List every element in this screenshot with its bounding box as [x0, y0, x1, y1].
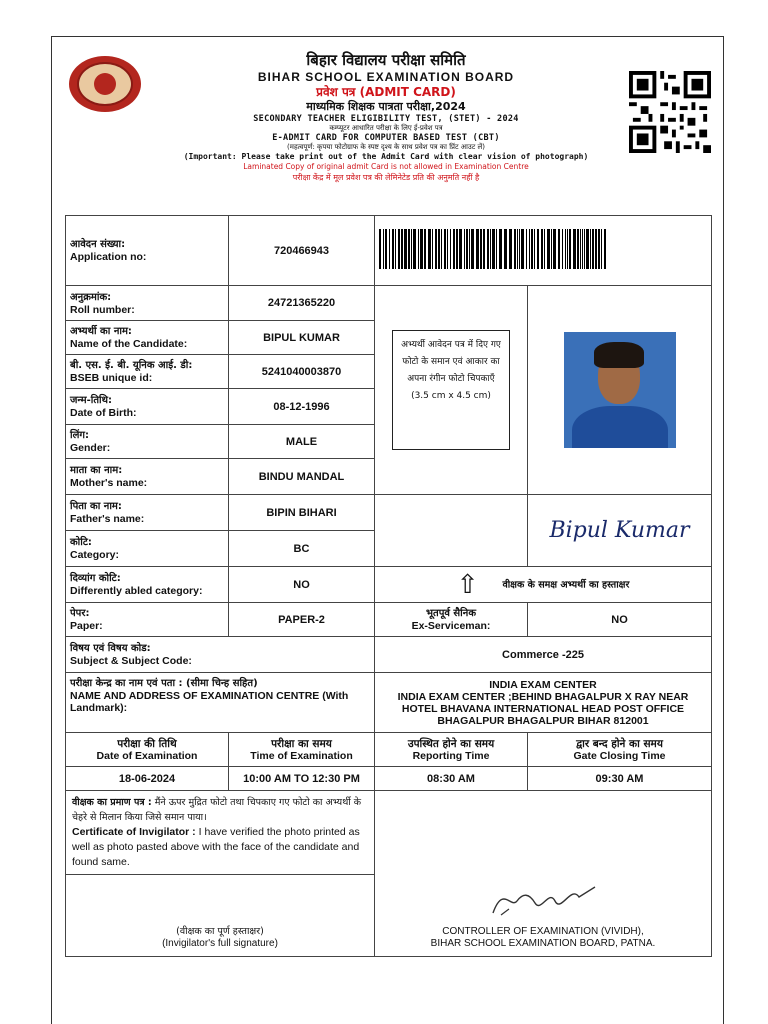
board-title-hindi: बिहार विद्यालय परीक्षा समिति [306, 51, 466, 69]
centre-name: INDIA EXAM CENTER [489, 678, 597, 691]
row-roll-number [66, 286, 712, 321]
bseb-logo [69, 56, 141, 112]
photo-instruction-cell [375, 286, 528, 495]
signature-caption: वीक्षक के समक्ष अभ्यर्थी का हस्ताक्षर [502, 579, 630, 590]
father-name-label: Father's name: [70, 513, 145, 525]
diff-abled-label: Differently abled category: [70, 585, 203, 597]
ex-serviceman-label-hi: भूतपूर्व सैनिक [425, 608, 477, 619]
invigilator-sig-hi: (वीक्षक का पूर्ण हस्ताक्षर) [176, 926, 264, 937]
row-diff-abled [66, 567, 712, 603]
important-note-english: (Important: Please take print out of the Admit Card with clear vision of photograph) [183, 152, 589, 161]
mother-name-label-hi: माता का नाम: [70, 465, 123, 476]
qr-code-icon [629, 70, 711, 154]
roll-number-value: 24721365220 [229, 286, 375, 321]
row-certificate [66, 791, 712, 875]
certificate-label-hi: वीक्षक का प्रमाण पत्र : [72, 797, 152, 808]
photo-paste-box [392, 330, 510, 450]
dob-label-hi: जन्म-तिथि: [70, 395, 112, 406]
category-label-hi: कोटि: [70, 537, 92, 548]
father-name-label-hi: पिता का नाम: [70, 501, 122, 512]
exam-time-header: Time of Examination [250, 749, 353, 762]
gender-label: Gender: [70, 442, 111, 454]
application-no-label-hi: आवेदन संख्या: [70, 239, 126, 250]
bseb-id-label-hi: बी. एस. ई. बी. यूनिक आई. डी: [70, 360, 193, 371]
admit-card-table [65, 215, 712, 957]
application-no-label: Application no: [70, 251, 147, 263]
invigilator-sig-en: (Invigilator's full signature) [162, 938, 278, 949]
row-application-no [66, 216, 712, 286]
candidate-photo-cell [528, 286, 712, 495]
photo-size-text: (3.5 cm x 4.5 cm) [411, 391, 491, 401]
certificate-text: I have verified the photo printed as well as photo pasted above with the face of the candidate and found same. [72, 826, 360, 868]
controller-signature-cell [375, 791, 712, 957]
centre-label: NAME AND ADDRESS OF EXAMINATION CENTRE (With Landmark): [70, 690, 349, 714]
roll-number-label: Roll number: [70, 303, 135, 316]
paper-label-hi: पेपर: [70, 608, 90, 619]
row-subject [66, 637, 712, 673]
mother-name-label: Mother's name: [70, 477, 148, 489]
candidate-signature: Bipul Kumar [528, 495, 712, 567]
exam-date-header-hi: परीक्षा की तिथि [117, 737, 177, 750]
board-title-english: BIHAR SCHOOL EXAMINATION BOARD [257, 70, 515, 84]
admit-card-label: प्रवेश पत्र (ADMIT CARD) [316, 85, 456, 99]
row-father-name [66, 495, 712, 531]
gender-label-hi: लिंग: [70, 430, 89, 441]
reporting-time-header: Reporting Time [412, 749, 490, 762]
reporting-time-header-hi: उपस्थित होने का समय [407, 737, 495, 750]
roll-number-label-hi: अनुक्रमांक: [70, 291, 112, 303]
bseb-id-label: BSEB unique id: [70, 372, 153, 384]
subject-value: Commerce -225 [375, 637, 712, 673]
row-schedule-values [66, 767, 712, 791]
laminated-note-hindi: परीक्षा केंद्र में मूल प्रवेश पत्र की लेमिनेटेड प्रति की अनुमति नहीं है [292, 173, 480, 182]
important-note-hindi: (महत्वपूर्ण: कृपया फोटोग्राफ के स्पष्ट दृश्य के साथ प्रवेश पत्र का प्रिंट आउट लें) [287, 143, 485, 151]
diff-abled-value: NO [229, 567, 375, 603]
exam-time-value: 10:00 AM TO 12:30 PM [229, 767, 375, 791]
exam-date-header: Date of Examination [96, 749, 198, 762]
laminated-note-english: Laminated Copy of original admit Card is not allowed in Examination Centre [243, 162, 529, 171]
centre-label-hi: परीक्षा केन्द्र का नाम एवं पता : (सीमा चिन्ह सहित) [70, 678, 258, 689]
arrow-up-icon: ⇧ [456, 569, 479, 600]
ex-serviceman-value: NO [528, 603, 712, 637]
category-value: BC [229, 531, 375, 567]
controller-line1: CONTROLLER OF EXAMINATION (VIVIDH), [442, 926, 644, 937]
gate-closing-header: Gate Closing Time [573, 749, 666, 762]
photo-instruction-text: अभ्यर्थी आवेदन पत्र में दिए गए फोटो के समान एवं आकार का अपना रंगीन फोटो चिपकाएँ [401, 340, 501, 384]
dob-value: 08-12-1996 [229, 389, 375, 425]
cbt-english: E-ADMIT CARD FOR COMPUTER BASED TEST (CBT) [272, 133, 500, 143]
row-schedule-headers [66, 733, 712, 767]
exam-time-header-hi: परीक्षा का समय [271, 737, 332, 750]
application-no-value: 720466943 [229, 216, 375, 286]
gate-closing-value: 09:30 AM [528, 767, 712, 791]
row-paper [66, 603, 712, 637]
mother-name-value: BINDU MANDAL [229, 459, 375, 495]
candidate-name-value: BIPUL KUMAR [229, 321, 375, 355]
candidate-name-label: Name of the Candidate: [70, 338, 188, 350]
diff-abled-label-hi: दिव्यांग कोटि: [70, 573, 121, 584]
row-exam-centre [66, 673, 712, 733]
candidate-name-label-hi: अभ्यर्थी का नाम: [70, 326, 132, 337]
controller-line2: BIHAR SCHOOL EXAMINATION BOARD, PATNA. [430, 938, 656, 949]
dob-label: Date of Birth: [70, 407, 137, 419]
gender-value: MALE [229, 425, 375, 459]
exam-name-english: SECONDARY TEACHER ELIGIBILITY TEST, (STET) - 2024 [253, 114, 519, 124]
bseb-id-value: 5241040003870 [229, 355, 375, 389]
header-text [161, 50, 611, 183]
gate-closing-header-hi: द्वार बन्द होने का समय [576, 737, 663, 750]
paper-label: Paper: [70, 620, 103, 632]
cbt-hindi: कम्प्यूटर आधारित परीक्षा के लिए ई-प्रवेश पत्र [329, 124, 443, 132]
certificate-label: Certificate of Invigilator : [72, 826, 196, 838]
candidate-photo [564, 332, 676, 448]
subject-label-hi: विषय एवं विषय कोड: [70, 643, 151, 654]
subject-label: Subject & Subject Code: [70, 655, 192, 667]
reporting-time-value: 08:30 AM [375, 767, 528, 791]
ex-serviceman-label: Ex-Serviceman: [411, 620, 491, 632]
paper-value: PAPER-2 [229, 603, 375, 637]
controller-signature [379, 879, 707, 920]
father-name-value: BIPIN BIHARI [229, 495, 375, 531]
centre-address: INDIA EXAM CENTER ;BEHIND BHAGALPUR X RAY NEAR HOTEL BHAVANA INTERNATIONAL HEAD POST OFFICE BHAGALPUR BHAGALPUR BIHAR 812001 [397, 690, 689, 727]
admit-card-header [51, 36, 724, 206]
controller-signature-mark [483, 879, 603, 919]
barcode-icon [379, 229, 609, 269]
exam-date-value: 18-06-2024 [66, 767, 229, 791]
exam-name-hindi: माध्यमिक शिक्षक पात्रता परीक्षा,2024 [306, 100, 466, 113]
category-label: Category: [70, 549, 120, 561]
certificate-text-hi: मैंने ऊपर मुद्रित फोटो तथा चिपकाए गए फोटो का अभ्यर्थी के चेहरे से मिलान किया जिसे समान पाया। [72, 797, 362, 823]
